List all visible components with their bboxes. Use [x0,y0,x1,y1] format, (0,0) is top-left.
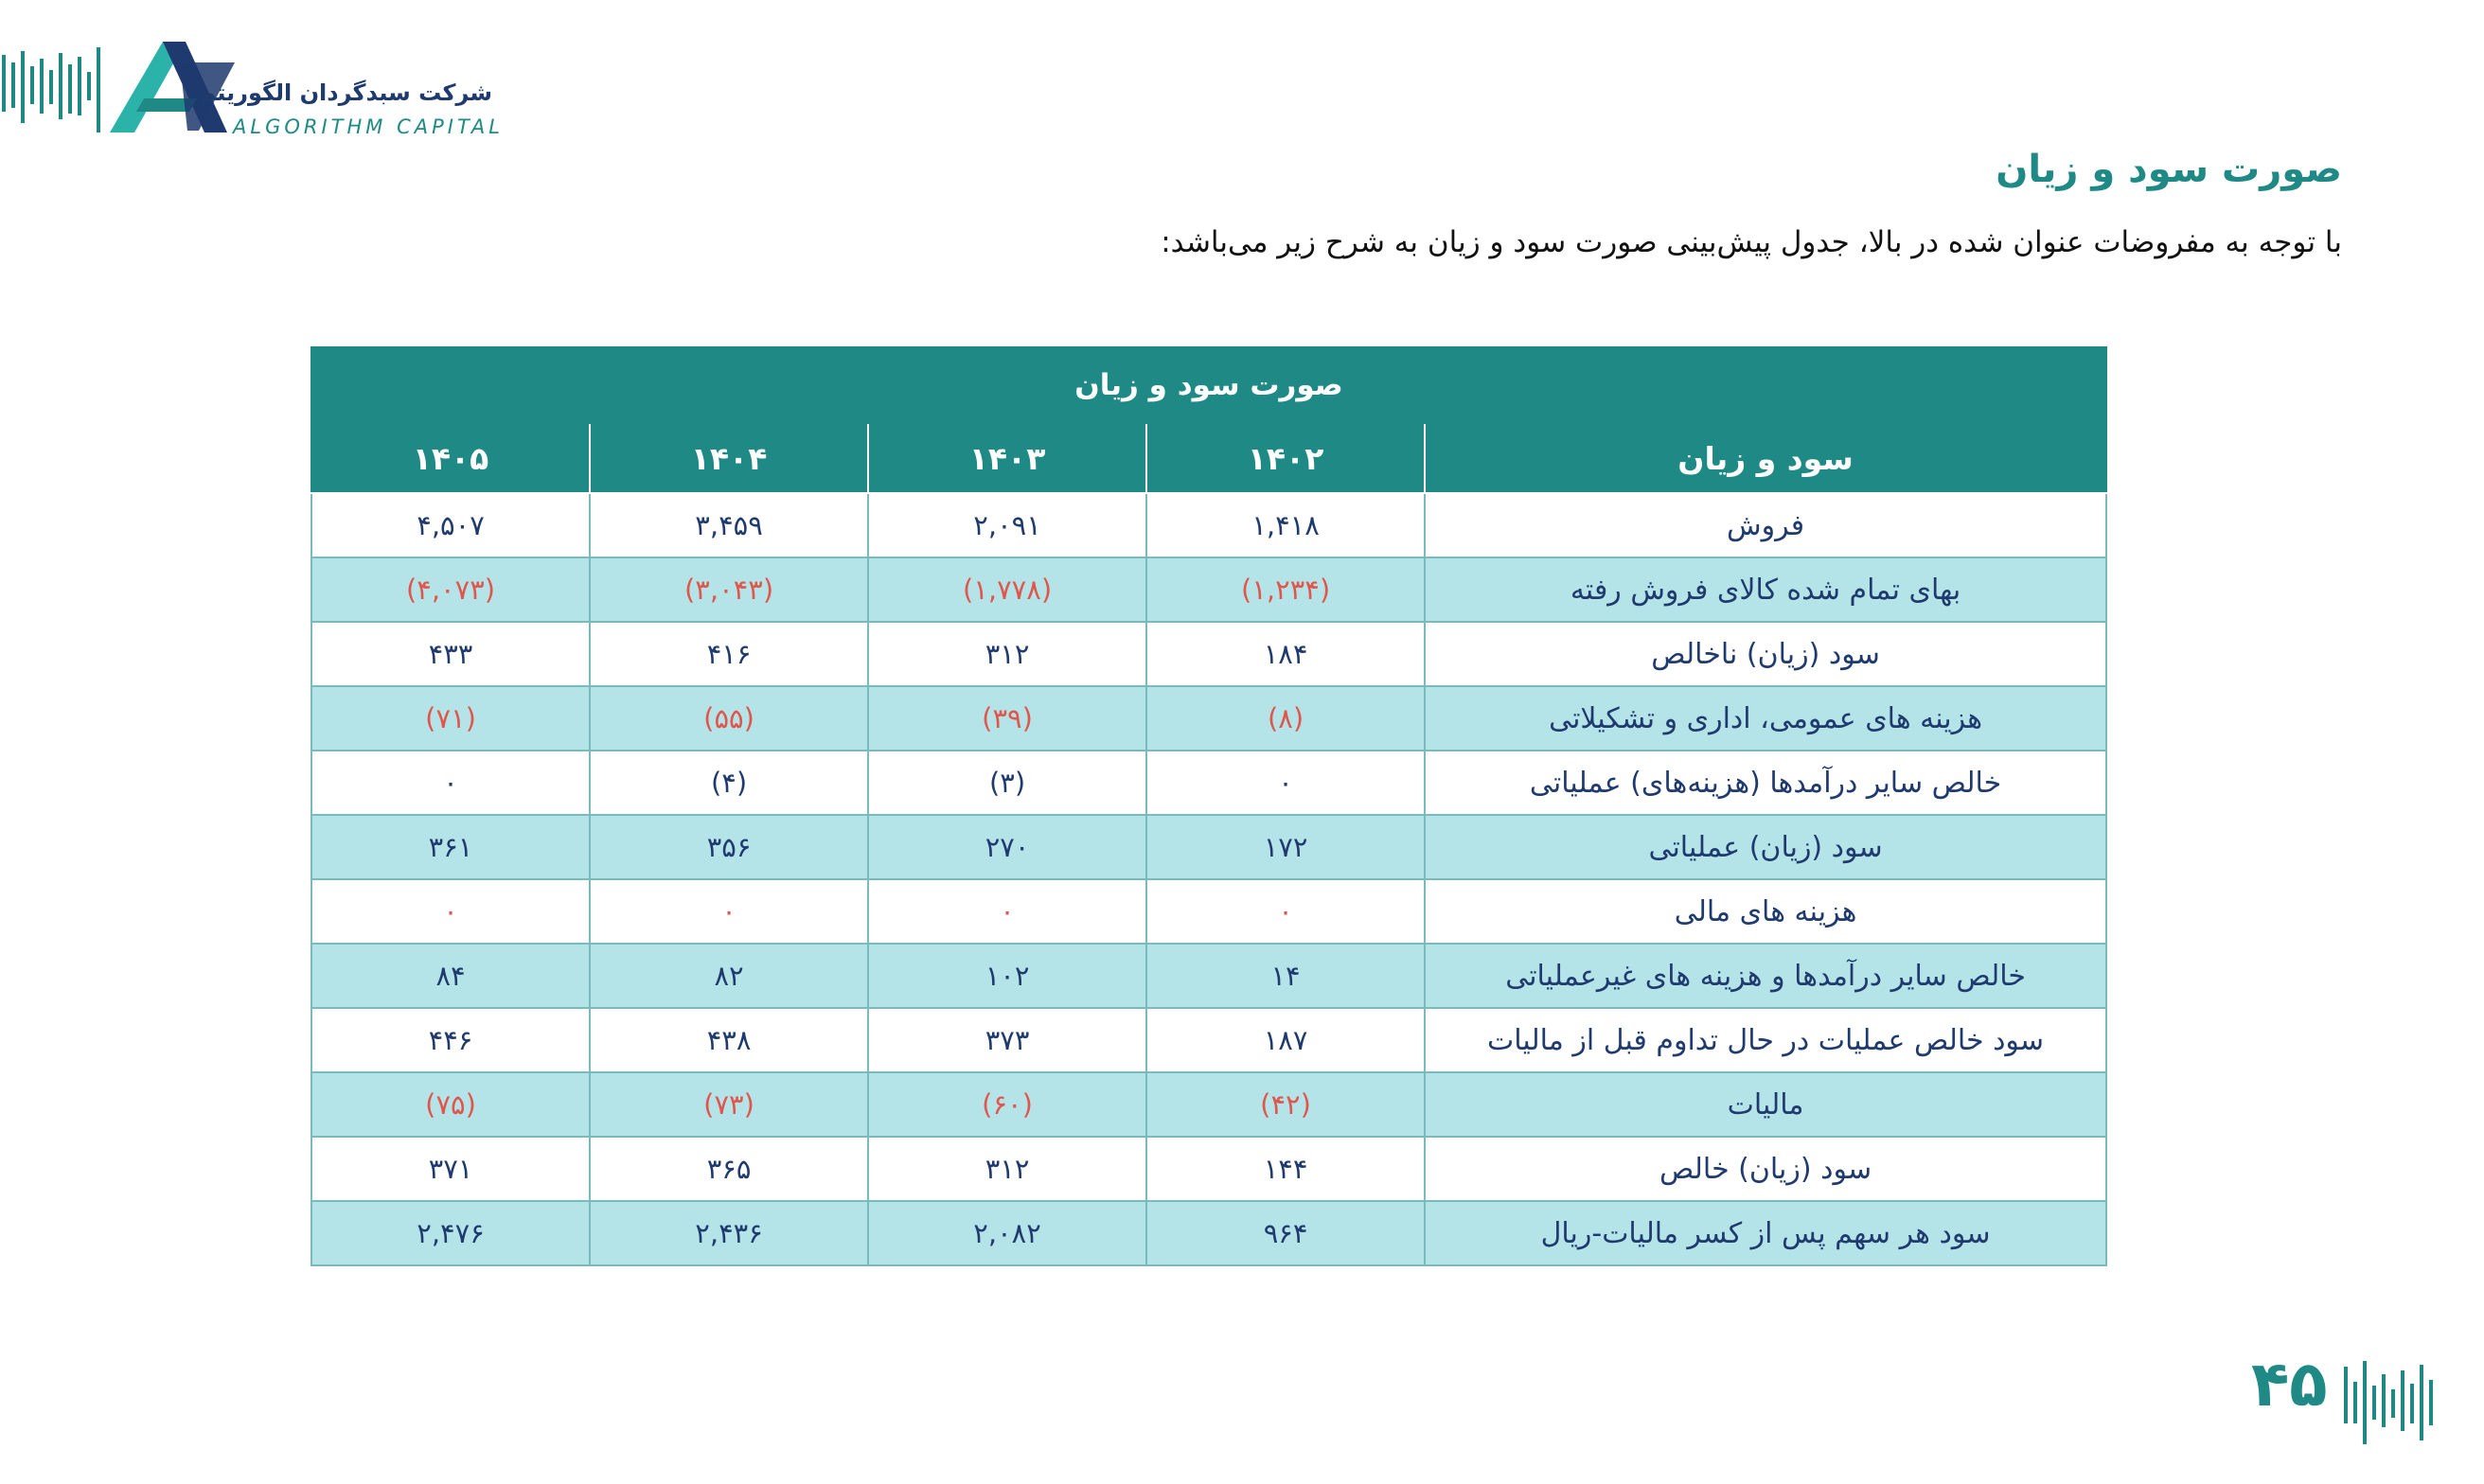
table-title-row [311,347,2106,423]
row-value: (۷۳) [590,1072,868,1137]
table-row [311,686,2106,751]
column-header-year: ۱۴۰۵ [311,423,590,493]
table-row [311,493,2106,557]
company-logo [0,36,511,140]
row-label: خالص سایر درآمدها (هزینه‌های) عملیاتی [1425,751,2106,815]
column-header-label: سود و زیان [1425,423,2106,493]
intro-paragraph: با توجه به مفروضات عنوان شده در بالا، جدول پیش‌بینی صورت سود و زیان به شرح زیر می‌باشد: [1161,225,2342,259]
row-value: ۳۱۲ [868,622,1146,686]
row-label: سود (زیان) خالص [1425,1137,2106,1201]
row-value: (۱,۷۷۸) [868,557,1146,622]
table-row [311,622,2106,686]
row-value: ۳,۴۵۹ [590,493,868,557]
table-row [311,815,2106,879]
row-label: مالیات [1425,1072,2106,1137]
row-label: سود خالص عملیات در حال تداوم قبل از مالیات [1425,1008,2106,1072]
row-value: ۳۱۲ [868,1137,1146,1201]
row-value: ۳۶۱ [311,815,590,879]
row-value: ۲,۰۸۲ [868,1201,1146,1265]
row-value: ۱۴۴ [1146,1137,1425,1201]
row-value: (۵۵) [590,686,868,751]
table-row [311,557,2106,622]
profit-loss-table [310,346,2107,1266]
table-body [311,493,2106,1265]
row-value: ۴۳۸ [590,1008,868,1072]
row-value: (۳) [868,751,1146,815]
logo-text-fa: شرکت سبدگردان الگوریتم [199,80,492,106]
table-row [311,1137,2106,1201]
row-value: ۲,۴۷۶ [311,1201,590,1265]
barcode-decoration-icon [2342,1357,2440,1448]
row-value: ۴,۵۰۷ [311,493,590,557]
row-value: ۸۴ [311,944,590,1008]
row-value: ۱۴ [1146,944,1425,1008]
row-value: ۳۵۶ [590,815,868,879]
row-value: (۴۲) [1146,1072,1425,1137]
table-row [311,944,2106,1008]
row-value: ۴۱۶ [590,622,868,686]
row-value: ۴۴۶ [311,1008,590,1072]
row-value: ۳۶۵ [590,1137,868,1201]
row-value: (۳,۰۴۳) [590,557,868,622]
page-number: ۴۵ [2251,1348,2328,1421]
column-header-year: ۱۴۰۲ [1146,423,1425,493]
row-value: ۰ [1146,751,1425,815]
barcode-decoration-icon [0,44,114,138]
row-label: بهای تمام شده کالای فروش رفته [1425,557,2106,622]
row-value: ۸۲ [590,944,868,1008]
table-row [311,1201,2106,1265]
row-value: ۳۷۱ [311,1137,590,1201]
row-value: ۳۷۳ [868,1008,1146,1072]
row-value: (۷۱) [311,686,590,751]
row-label: سود (زیان) عملیاتی [1425,815,2106,879]
column-header-year: ۱۴۰۴ [590,423,868,493]
row-value: ۲,۰۹۱ [868,493,1146,557]
table-row [311,751,2106,815]
row-value: ۰ [590,879,868,944]
row-value: (۳۹) [868,686,1146,751]
table-row [311,879,2106,944]
row-value: (۴) [590,751,868,815]
logo-text-en: ALGORITHM CAPITAL [233,115,504,138]
row-value: (۱,۲۳۴) [1146,557,1425,622]
table-header-row [311,423,2106,493]
table-row [311,1072,2106,1137]
row-value: ۲,۴۳۶ [590,1201,868,1265]
row-value: (۴,۰۷۳) [311,557,590,622]
row-value: (۷۵) [311,1072,590,1137]
row-label: خالص سایر درآمدها و هزینه های غیرعملیاتی [1425,944,2106,1008]
row-label: سود (زیان) ناخالص [1425,622,2106,686]
row-label: هزینه های عمومی، اداری و تشکیلاتی [1425,686,2106,751]
row-value: ۰ [1146,879,1425,944]
row-value: ۹۶۴ [1146,1201,1425,1265]
table-title: صورت سود و زیان [311,347,2106,423]
row-value: ۰ [311,879,590,944]
column-header-year: ۱۴۰۳ [868,423,1146,493]
row-value: ۲۷۰ [868,815,1146,879]
row-value: (۸) [1146,686,1425,751]
row-label: فروش [1425,493,2106,557]
row-value: ۴۳۳ [311,622,590,686]
row-value: ۱۸۷ [1146,1008,1425,1072]
row-value: ۱۸۴ [1146,622,1425,686]
row-value: ۰ [311,751,590,815]
table-row [311,1008,2106,1072]
row-value: ۱۷۲ [1146,815,1425,879]
row-label: هزینه های مالی [1425,879,2106,944]
row-value: ۱۰۲ [868,944,1146,1008]
row-value: ۰ [868,879,1146,944]
row-value: ۱,۴۱۸ [1146,493,1425,557]
row-value: (۶۰) [868,1072,1146,1137]
row-label: سود هر سهم پس از کسر مالیات-ریال [1425,1201,2106,1265]
section-title: صورت سود و زیان [1996,148,2342,191]
